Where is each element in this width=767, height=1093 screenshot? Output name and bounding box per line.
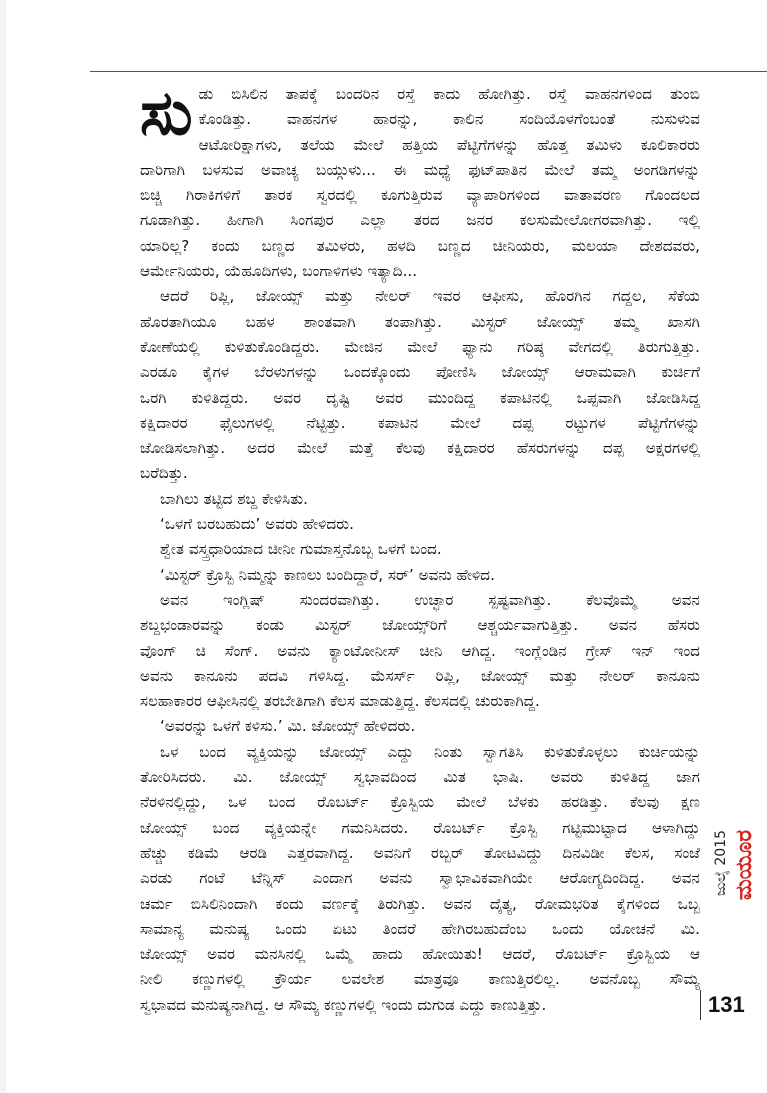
text-line: ಶ್ವೇತ ವಸ್ತ್ರಧಾರಿಯಾದ ಚೀನೀ ಗುಮಾಸ್ತನೊಬ್ಬ ಒಳಗೆ ಬಂದ.: [160, 540, 442, 559]
paragraph: [140, 714, 700, 739]
text-line: ಹೊರತಾಗಿಯೂ ಬಹಳ ಶಾಂತವಾಗಿ ತಂಪಾಗಿತ್ತು. ಮಿಸ್ಟರ್ ಜೋಯ್ಸ್ ತಮ್ಮ ಖಾಸಗಿ: [140, 312, 700, 331]
paragraph: [140, 537, 700, 562]
text-line: ವೊಂಗ್ ಚಿ ಸೆಂಗ್. ಅವನು ಕ್ಯಾಂಟೋನೀಸ್ ಚೀನಿ ಆಗಿದ್ದ. ಇಂಗ್ಲೆಂಡಿನ ಗ್ರೇಸ್ ಇನ್ ಇಂದ: [140, 641, 700, 660]
text-line: ‘ಅವರನ್ನು ಒಳಗೆ ಕಳಿಸು.’ ಮಿ. ಜೋಯ್ಸ್ ಹೇಳಿದರು.: [160, 717, 416, 736]
text-line: ಕೊಂಡಿತ್ತು. ವಾಹನಗಳ ಹಾರನ್ನು, ಕಾಲಿನ ಸಂದಿಯೊಳಗೆಂಬಂತೆ ನುಸುಳುವ: [198, 110, 700, 129]
text-line: ಜೋಯ್ಸ್ ಅವರ ಮನಸಿನಲ್ಲಿ ಒಮ್ಮೆ ಹಾದು ಹೋಯಿತು! ಆದರೆ, ರೊಬರ್ಟ್ ಕ್ರೊಸ್ಬಿಯ ಆ: [140, 945, 700, 964]
text-line: ಆರ್ಮೇನಿಯರು, ಯೆಹೂದಿಗಳು, ಬಂಗಾಳಿಗಳು ಇತ್ಯಾದಿ...: [140, 262, 418, 281]
text-line: ಚರ್ಮ ಬಿಸಿಲಿನಿಂದಾಗಿ ಕಂದು ವರ್ಣಕ್ಕೆ ತಿರುಗಿತ್ತು. ಅವನ ದೈತ್ಯ, ರೋಮಭರಿತ ಕೈಗಳಿಂದ ಒಬ್ಬ: [140, 894, 700, 913]
paragraph: [140, 487, 700, 512]
text-line: ಡು ಬಿಸಿಲಿನ ತಾಪಕ್ಕೆ ಬಂದರಿನ ರಸ್ತೆ ಕಾದು ಹೋಗಿತ್ತು. ರಸ್ತೆ ವಾಹನಗಳಿಂದ ತುಂಬಿ: [198, 85, 700, 103]
text-line: ಹೆಚ್ಚು ಕಡಿಮೆ ಆರಡಿ ಎತ್ತರವಾಗಿದ್ದ. ಅವನಿಗೆ ರಬ್ಬರ್ ತೋಟವಿದ್ದು ದಿನವಿಡೀ ಕೆಲಸ, ಸಂಜೆ: [140, 843, 700, 862]
text-line: ಒರಗಿ ಕುಳಿತಿದ್ದರು. ಅವರ ದೃಷ್ಟಿ ಅವರ ಮುಂದಿದ್ದ ಕಪಾಟಿನಲ್ಲಿ ಒಪ್ಪವಾಗಿ ಜೋಡಿಸಿದ್ದ: [140, 388, 700, 407]
page-edge: [0, 0, 6, 1093]
drop-cap: ಸು: [140, 76, 193, 149]
article-body: [140, 76, 700, 1018]
paragraph: [140, 284, 700, 486]
text-line: ಗೂಡಾಗಿತ್ತು. ಹೀಗಾಗಿ ಸಿಂಗಪುರ ಎಲ್ಲಾ ತರದ ಜನರ ಕಲಸುಮೇಲೋಗರವಾಗಿತ್ತು. ಇಲ್ಲಿ: [140, 211, 700, 230]
running-footer: [705, 830, 755, 990]
text-line: ಸಲಹಾಕಾರರ ಆಫೀಸಿನಲ್ಲಿ ತರಬೇತಿಗಾಗಿ ಕೆಲಸ ಮಾಡುತ್ತಿದ್ದ. ಕೆಲಸದಲ್ಲಿ ಚುರುಕಾಗಿದ್ದ.: [140, 692, 540, 711]
text-line: ಬರೆದಿತ್ತು.: [140, 464, 188, 483]
paragraph: [140, 563, 700, 588]
magazine-name: ಮಯೂರ: [732, 830, 757, 901]
text-line: ಬಾಗಿಲು ತಟ್ಟಿದ ಶಬ್ದ ಕೇಳಿಸಿತು.: [160, 489, 308, 508]
paragraph: [140, 512, 700, 537]
text-line: ಜೋಯ್ಸ್ ಬಂದ ವ್ಯಕ್ತಿಯನ್ನೇ ಗಮನಿಸಿದರು. ರೊಬರ್ಟ್ ಕ್ರೊಸ್ಬಿ ಗಟ್ಟಿಮುಟ್ಟಾದ ಆಳಾಗಿದ್ದು: [140, 818, 700, 837]
text-line: ಕೋಣೆಯಲ್ಲಿ ಕುಳಿತುಕೊಂಡಿದ್ದರು. ಮೇಜಿನ ಮೇಲೆ ಫ್ಯಾನು ಗರಿಷ್ಠ ವೇಗದಲ್ಲಿ ತಿರುಗುತ್ತಿತ್ತು.: [140, 337, 700, 356]
text-line: ತೋರಿಸಿದರು. ಮಿ. ಜೋಯ್ಸ್ ಸ್ವಭಾವದಿಂದ ಮಿತ ಭಾಷಿ. ಅವರು ಕುಳಿತಿದ್ದ ಜಾಗ: [140, 768, 700, 787]
text-line: ಆಟೋರಿಕ್ಷಾಗಳು, ತಲೆಯ ಮೇಲೆ ಹತ್ತಿಯ ಪೆಟ್ಟಿಗೆಗಳನ್ನು ಹೊತ್ತ ತಮಿಳು ಕೂಲಿಕಾರರು: [198, 135, 700, 154]
text-line: ಎರಡೂ ಕೈಗಳ ಬೆರಳುಗಳನ್ನು ಒಂದಕ್ಕೊಂದು ಪೋಣಿಸಿ ಜೋಯ್ಸ್ ಆರಾಮವಾಗಿ ಕುರ್ಚಿಗೆ: [140, 363, 700, 382]
text-line: ಜೋಡಿಸಲಾಗಿತ್ತು. ಅದರ ಮೇಲೆ ಮತ್ತೆ ಕೆಲವು ಕಕ್ಷಿದಾರರ ಹೆಸರುಗಳನ್ನು ದಪ್ಪ ಅಕ್ಷರಗಳಲ್ಲಿ: [140, 439, 700, 458]
text-line: ಬಿಚ್ಚಿ ಗಿರಾಕಿಗಳಿಗೆ ತಾರಕ ಸ್ವರದಲ್ಲಿ ಕೂಗುತ್ತಿರುವ ವ್ಯಾಪಾರಿಗಳಿಂದ ವಾತಾವರಣ ಗೊಂದಲದ: [140, 186, 700, 205]
text-line: ಆದರೆ ರಿಪ್ಲಿ, ಜೋಯ್ಸ್ ಮತ್ತು ನೇಲರ್ ಇವರ ಆಫೀಸು, ಹೊರಗಿನ ಗದ್ದಲ, ಸೆಕೆಯ: [160, 287, 700, 306]
paragraph: [140, 76, 700, 284]
text-line: ಶಬ್ದಭಂಡಾರವನ್ನು ಕಂಡು ಮಿಸ್ಟರ್ ಜೋಯ್ಸ್‌ರಿಗೆ ಆಶ್ಚರ್ಯವಾಗುತ್ತಿತ್ತು. ಅವನ ಹೆಸರು: [140, 616, 700, 635]
text-line: ಎರಡು ಗಂಟೆ ಟೆನ್ನಿಸ್ ಎಂದಾಗ ಅವನು ಸ್ವಾಭಾವಿಕವಾಗಿಯೇ ಆರೋಗ್ಯದಿಂದಿದ್ದ. ಅವನ: [140, 869, 700, 888]
text-line: ಕಕ್ಷಿದಾರರ ಫೈಲುಗಳಲ್ಲಿ ನೆಟ್ಟಿತ್ತು. ಕಪಾಟಿನ ಮೇಲೆ ದಪ್ಪ ರಟ್ಟುಗಳ ಪೆಟ್ಟಿಗೆಗಳನ್ನು: [140, 413, 700, 432]
text-line: ದಾರಿಗಾಗಿ ಬಳಸುವ ಅವಾಚ್ಯ ಬಯ್ಗುಳು... ಈ ಮಧ್ಯೆ ಫುಟ್‌ಪಾತಿನ ಮೇಲೆ ತಮ್ಮ ಅಂಗಡಿಗಳನ್ನು: [140, 160, 700, 179]
text-line: ನೀಲಿ ಕಣ್ಣುಗಳಲ್ಲಿ ಕ್ರೌರ್ಯ ಲವಲೇಶ ಮಾತ್ರವೂ ಕಾಣುತ್ತಿರಲಿಲ್ಲ. ಅವನೊಬ್ಬ ಸೌಮ್ಯ: [140, 970, 700, 989]
header-rule: [90, 71, 767, 72]
text-line: ಅವನು ಕಾನೂನು ಪದವಿ ಗಳಿಸಿದ್ದ. ಮೆಸರ್ಸ್ ರಿಪ್ಲಿ, ಜೋಯ್ಸ್ ಮತ್ತು ನೇಲರ್ ಕಾನೂನು: [140, 666, 700, 685]
paragraph: [140, 588, 700, 714]
text-line: ಅವನ ಇಂಗ್ಲಿಷ್ ಸುಂದರವಾಗಿತ್ತು. ಉಚ್ಛಾರ ಸ್ಪಷ್ಟವಾಗಿತ್ತು. ಕೆಲವೊಮ್ಮೆ ಅವನ: [160, 590, 700, 609]
text-line: ಒಳ ಬಂದ ವ್ಯಕ್ತಿಯನ್ನು ಜೋಯ್ಸ್ ಎದ್ದು ನಿಂತು ಸ್ವಾಗತಿಸಿ ಕುಳಿತುಕೊಳ್ಳಲು ಕುರ್ಚಿಯನ್ನು: [160, 742, 700, 761]
page-number-rule: [700, 990, 701, 1020]
text-line: ಯಾರಿಲ್ಲ? ಕಂದು ಬಣ್ಣದ ತಮಿಳರು, ಹಳದಿ ಬಣ್ಣದ ಚೀನಿಯರು, ಮಲಯಾ ದೇಶದವರು,: [140, 236, 700, 255]
text-line: ಸ್ವಭಾವದ ಮನುಷ್ಯನಾಗಿದ್ದ. ಆ ಸೌಮ್ಯ ಕಣ್ಣುಗಳಲ್ಲಿ ಇಂದು ದುಗುಡ ಎದ್ದು ಕಾಣುತ್ತಿತ್ತು.: [140, 995, 547, 1014]
page-number: 131: [708, 992, 745, 1017]
text-line: ‘ಮಿಸ್ಟರ್ ಕ್ರೊಸ್ಬಿ ನಿಮ್ಮನ್ನು ಕಾಣಲು ಬಂದಿದ್ದಾರೆ, ಸರ್’ ಅವನು ಹೇಳಿದ.: [160, 565, 495, 584]
text-line: ಸಾಮಾನ್ಯ ಮನುಷ್ಯ ಒಂದು ಏಟು ತಿಂದರೆ ಹೇಗಿರಬಹುದೆಂಬ ಒಂದು ಯೋಚನೆ ಮಿ.: [140, 919, 700, 938]
paragraph: [140, 740, 700, 1018]
issue-date: ಜುಲೈ 2015: [713, 830, 729, 896]
text-line: ನೆರಳಿನಲ್ಲಿದ್ದು, ಒಳ ಬಂದ ರೊಬರ್ಟ್ ಕ್ರೊಸ್ಬಿಯ ಮೇಲೆ ಬೆಳಕು ಹರಡಿತ್ತು. ಕೆಲವು ಕ್ಷಣ: [140, 793, 700, 812]
text-line: ‘ಒಳಗೆ ಬರಬಹುದು’ ಅವರು ಹೇಳಿದರು.: [160, 515, 354, 534]
